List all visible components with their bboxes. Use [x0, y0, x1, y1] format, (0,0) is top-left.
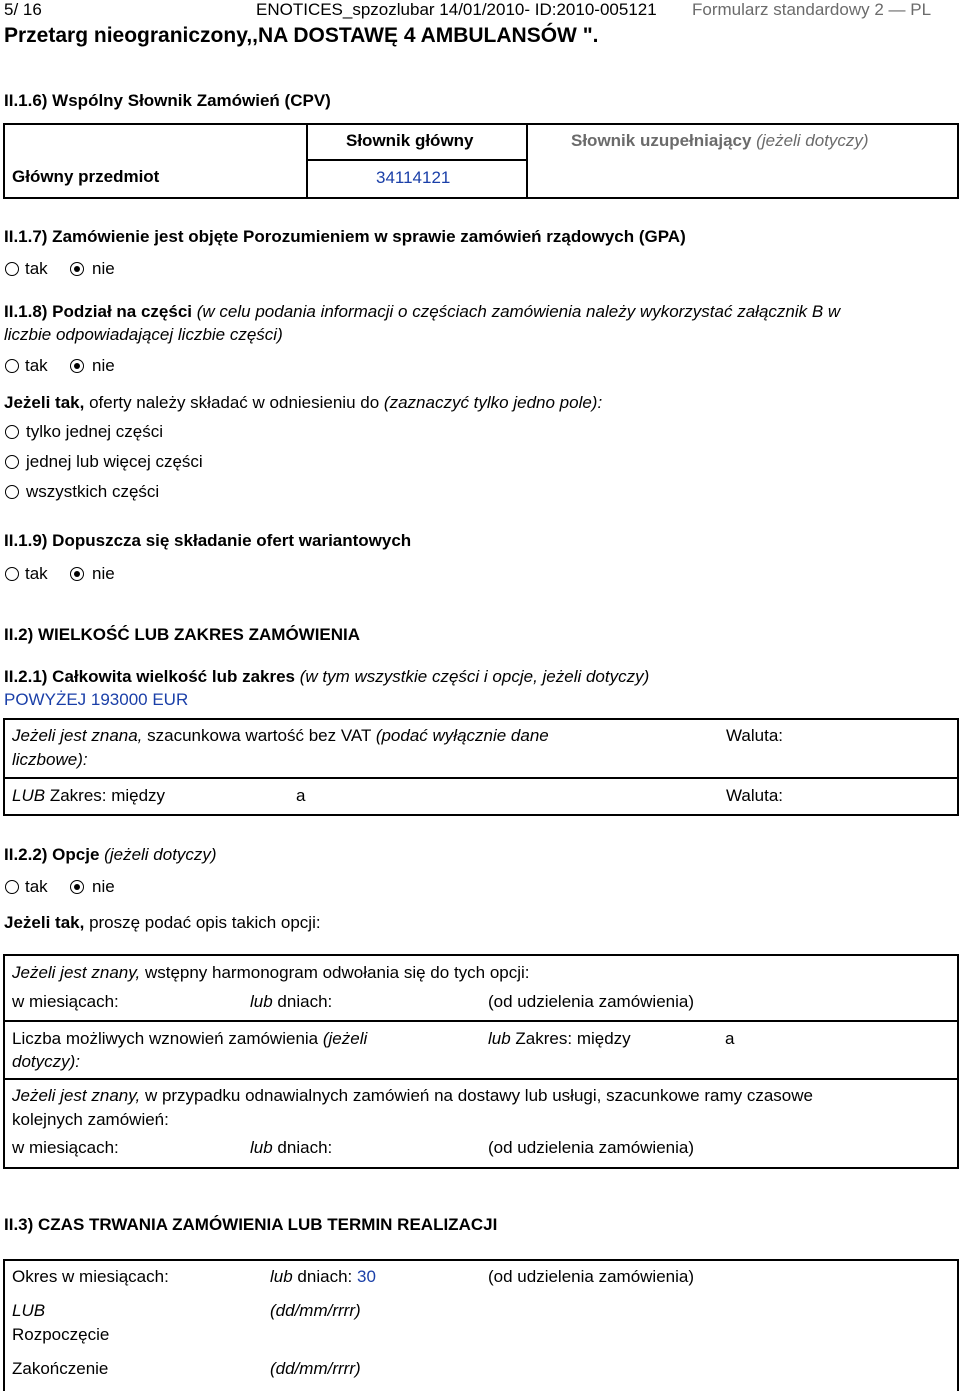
range-a: a	[296, 786, 306, 805]
frame-days: dniach:	[277, 1138, 333, 1157]
options-yes-radio[interactable]	[5, 880, 19, 894]
page-number: 5/ 16	[4, 0, 42, 19]
currency-label-1: Waluta:	[726, 726, 784, 745]
variants-yes-label: tak	[25, 564, 48, 583]
lots-choice-radio-2[interactable]	[5, 455, 19, 469]
cpv-col-extra-note: (jeżeli dotyczy)	[756, 131, 869, 150]
options-desc-if-yes: Jeżeli tak,	[4, 913, 85, 932]
options-divider-2	[3, 1078, 959, 1080]
tender-title: Przetarg nieograniczony,,NA DOSTAWĘ 4 AMBULANSÓW ".	[4, 24, 599, 47]
cpv-divider-2	[526, 123, 528, 199]
duration-months: Okres w miesiącach:	[12, 1267, 169, 1286]
cpv-code: 34114121	[376, 168, 451, 187]
options-divider-1	[3, 1020, 959, 1022]
duration-start-format: (dd/mm/rrrr)	[270, 1301, 361, 1320]
sched-days: dniach:	[277, 992, 333, 1011]
duration-lub: LUB	[12, 1301, 46, 1320]
cpv-divider-1	[306, 123, 308, 199]
est-note-1: (podać wyłącznie dane	[375, 726, 549, 745]
notice-id: ENOTICES_spzozlubar 14/01/2010- ID:2010-005121	[256, 0, 657, 19]
renew-range-text: Zakres: między	[515, 1029, 631, 1048]
duration-or: lub	[270, 1267, 293, 1286]
duration-end-format: (dd/mm/rrrr)	[270, 1359, 361, 1378]
frame-or: lub	[250, 1138, 273, 1157]
frame-if-known: Jeżeli jest znany,	[12, 1086, 141, 1105]
duration-days-value: 30	[356, 1267, 376, 1286]
sched-months: w miesiącach:	[12, 992, 119, 1011]
scope-value: POWYŻEJ 193000 EUR	[4, 690, 189, 709]
frame-months: w miesiącach:	[12, 1138, 119, 1157]
sched-text: wstępny harmonogram odwołania się do tych opcji:	[144, 963, 530, 982]
duration-days-label: dniach:	[297, 1267, 353, 1286]
variants-no-label: nie	[92, 564, 115, 583]
scope-heading: II.2) WIELKOŚĆ LUB ZAKRES ZAMÓWIENIA	[4, 625, 361, 644]
cpv-row-label: Główny przedmiot	[12, 167, 160, 186]
frame-text-1: w przypadku odnawialnych zamówień na dostawy lub usługi, szacunkowe ramy czasowe	[144, 1086, 813, 1105]
renewals-text: Liczba możliwych wznowień zamówienia	[12, 1029, 319, 1048]
scope-box-divider	[3, 777, 959, 779]
lots-choice-2: jednej lub więcej części	[26, 452, 203, 471]
scope-sub-note: (w tym wszystkie części i opcje, jeżeli dotyczy)	[299, 667, 650, 686]
est-note-2: liczbowe):	[12, 750, 88, 769]
lots-heading-note-2: liczbie odpowiadającej liczbie części)	[4, 325, 283, 344]
frame-from-award: (od udzielenia zamówienia)	[488, 1138, 695, 1157]
lots-no-radio[interactable]	[70, 359, 84, 373]
cpv-code-divider	[306, 159, 526, 161]
renewals-note-1: (jeżeli	[322, 1029, 368, 1048]
lots-choice-radio-1[interactable]	[5, 425, 19, 439]
gpa-yes-radio[interactable]	[5, 262, 19, 276]
cpv-col-extra: Słownik uzupełniający	[571, 131, 752, 150]
currency-label-2: Waluta:	[726, 786, 784, 805]
lots-if-yes-note: (zaznaczyć tylko jedno pole):	[383, 393, 603, 412]
renew-range-a: a	[725, 1029, 735, 1048]
renew-range-or: lub	[488, 1029, 511, 1048]
options-heading: II.2.2) Opcje	[4, 845, 100, 864]
lots-if-yes: Jeżeli tak,	[4, 393, 85, 412]
gpa-heading: II.1.7) Zamówienie jest objęte Porozumieniem w sprawie zamówień rządowych (GPA)	[4, 227, 686, 246]
variants-heading: II.1.9) Dopuszcza się składanie ofert wariantowych	[4, 531, 412, 550]
options-yes-label: tak	[25, 877, 48, 896]
sched-from-award: (od udzielenia zamówienia)	[488, 992, 695, 1011]
lots-choice-radio-3[interactable]	[5, 485, 19, 499]
lots-if-yes-text: oferty należy składać w odniesieniu do	[89, 393, 380, 412]
range-or: LUB	[12, 786, 46, 805]
options-detail-box	[3, 954, 959, 1169]
lots-no-label: nie	[92, 356, 115, 375]
range-text: Zakres: między	[49, 786, 166, 805]
est-text: szacunkowa wartość bez VAT	[147, 726, 372, 745]
renewals-note-2: dotyczy):	[12, 1052, 81, 1071]
est-if-known: Jeżeli jest znana,	[12, 726, 143, 745]
variants-yes-radio[interactable]	[5, 567, 19, 581]
duration-from-award: (od udzielenia zamówienia)	[488, 1267, 695, 1286]
variants-no-radio[interactable]	[70, 567, 84, 581]
lots-choice-1: tylko jednej części	[26, 422, 164, 441]
options-heading-note: (jeżeli dotyczy)	[104, 845, 217, 864]
form-type: Formularz standardowy 2 — PL	[692, 0, 932, 19]
sched-if-known: Jeżeli jest znany,	[12, 963, 141, 982]
gpa-yes-label: tak	[25, 259, 48, 278]
cpv-col-main: Słownik główny	[346, 131, 474, 150]
lots-yes-label: tak	[25, 356, 48, 375]
scope-sub-heading: II.2.1) Całkowita wielkość lub zakres	[4, 667, 296, 686]
options-desc-text: proszę podać opis takich opcji:	[89, 913, 321, 932]
lots-yes-radio[interactable]	[5, 359, 19, 373]
gpa-no-radio[interactable]	[70, 262, 84, 276]
lots-heading-note-1: (w celu podania informacji o częściach zamówienia należy wykorzystać załącznik B w	[196, 302, 841, 321]
options-no-radio[interactable]	[70, 880, 84, 894]
duration-start: Rozpoczęcie	[12, 1325, 110, 1344]
gpa-no-label: nie	[92, 259, 115, 278]
duration-heading: II.3) CZAS TRWANIA ZAMÓWIENIA LUB TERMIN REALIZACJI	[4, 1215, 498, 1234]
lots-choice-3: wszystkich części	[26, 482, 160, 501]
cpv-heading: II.1.6) Wspólny Słownik Zamówień (CPV)	[4, 91, 331, 110]
sched-or: lub	[250, 992, 273, 1011]
lots-heading: II.1.8) Podział na części	[4, 302, 193, 321]
frame-text-2: kolejnych zamówień:	[12, 1110, 169, 1129]
options-no-label: nie	[92, 877, 115, 896]
duration-end: Zakończenie	[12, 1359, 109, 1378]
